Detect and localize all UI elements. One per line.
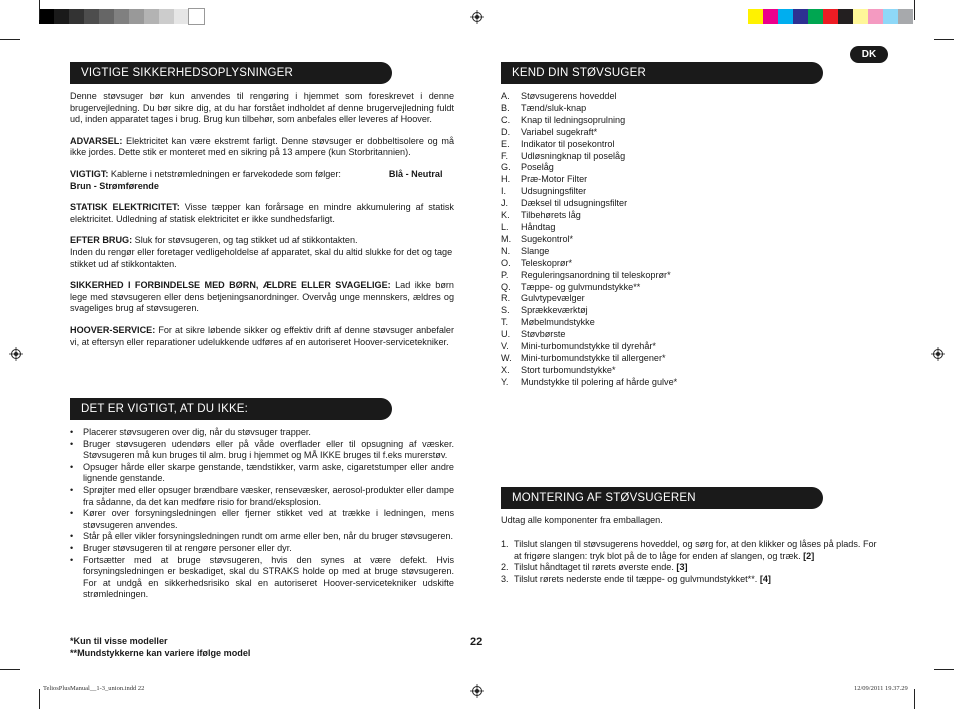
part-label: Teleskoprør*	[521, 257, 573, 268]
color-swatch	[838, 9, 853, 24]
bullet-text: Placerer støvsugeren over dig, når du støvsuger trapper.	[83, 427, 311, 437]
color-swatch	[823, 9, 838, 24]
crop-mark	[934, 39, 954, 40]
part-label: Tæppe- og gulvmundstykke**	[521, 281, 641, 292]
warning-text: Elektricitet kan være ekstremt farligt. Denne støvsuger er dobbeltisolere og må ikke jordes. Dette stik er monteret med en sikring på 13 ampere (kun Storbritannien).	[70, 135, 454, 158]
service-label: HOOVER-SERVICE:	[70, 324, 156, 335]
bullet-text: Sprøjter med eller opsuger brændbare væsker, rensevæsker, aerosol-produkter eller dampe fra sådanne, da det kan medføre risio for brand/eksplosion.	[83, 484, 454, 507]
part-label: Præ-Motor Filter	[521, 174, 588, 185]
list-item	[70, 508, 454, 531]
part-item	[501, 162, 677, 174]
step-number: 3.	[501, 573, 509, 584]
part-item	[501, 377, 677, 389]
part-label: Tænd/sluk-knap	[521, 102, 587, 113]
after-use-text: Sluk for støvsugeren, og tag stikket ud af stikkontakten.	[132, 235, 358, 246]
children-text: Lad ikke børn lege med støvsugeren eller dens betjeningsanordninger. Overvåg unge mennskers, ældres og svageliges brug af støvsugeren.	[70, 280, 454, 314]
part-key: O.	[501, 257, 511, 268]
bullet-text: Opsuger hårde eller skarpe genstande, tændstikker, varm aske, cigaretstumper eller andre lignende genstande.	[83, 461, 454, 484]
part-label: Dæksel til udsugningsfilter	[521, 198, 628, 209]
bullet-icon: •	[70, 438, 74, 449]
part-item	[501, 258, 677, 270]
color-swatch	[898, 9, 913, 24]
part-item	[501, 198, 677, 210]
gray-swatch	[39, 9, 54, 24]
color-swatch	[868, 9, 883, 24]
intro-paragraph: Denne støvsuger bør kun anvendes til rengøring i hjemmet som foreskrevet i denne brugervejledning. Du bør sikre dig, at du har forstået indholdet af denne brugervejledning fuldt ud, inden apparatet tages i brug. Brug kun tilbehør, som anbefales eller leveres af Hoover.	[70, 91, 454, 125]
part-key: R.	[501, 293, 511, 304]
gray-swatch	[159, 9, 174, 24]
crop-mark	[39, 0, 40, 20]
registration-mark-icon	[470, 684, 484, 698]
part-key: N.	[501, 245, 511, 256]
part-label: Sugekontrol*	[521, 233, 574, 244]
part-key: I.	[501, 186, 507, 197]
assembly-step	[501, 574, 885, 586]
part-key: P.	[501, 269, 509, 280]
part-key: G.	[501, 162, 511, 173]
assembly-step	[501, 562, 885, 574]
service-paragraph	[70, 325, 454, 348]
brown-live: Brun - Strømførende	[70, 180, 159, 191]
part-label: Sprækkeværktøj	[521, 305, 588, 316]
crop-mark	[914, 0, 915, 20]
crop-mark	[934, 669, 954, 670]
after-use-label: EFTER BRUG:	[70, 235, 133, 246]
list-item	[70, 543, 454, 555]
part-item	[501, 246, 677, 258]
part-key: B.	[501, 102, 510, 113]
part-label: Gulvtypevælger	[521, 293, 585, 304]
part-label: Poselåg	[521, 162, 554, 173]
warning-paragraph	[70, 136, 454, 159]
part-item	[501, 305, 677, 317]
list-item	[70, 485, 454, 508]
part-label: Knap til ledningsoprulning	[521, 114, 626, 125]
part-label: Mini-turbomundstykke til dyrehår*	[521, 341, 656, 352]
gray-swatch	[189, 9, 204, 24]
crop-mark	[914, 689, 915, 709]
registration-mark-icon	[470, 10, 484, 24]
part-key: J.	[501, 198, 509, 209]
color-swatch	[808, 9, 823, 24]
do-not-heading: DET ER VIGTIGT, AT DU IKKE:	[70, 398, 392, 420]
crop-mark	[0, 39, 20, 40]
gray-swatch	[144, 9, 159, 24]
important-paragraph	[70, 169, 454, 192]
part-key: E.	[501, 138, 510, 149]
bullet-icon: •	[70, 531, 74, 542]
part-item	[501, 234, 677, 246]
page-number: 22	[470, 636, 483, 648]
color-swatch	[778, 9, 793, 24]
assembly-intro: Udtag alle komponenter fra emballagen.	[501, 515, 663, 525]
part-item	[501, 282, 677, 294]
step-figure-ref: [3]	[676, 562, 688, 573]
part-item	[501, 186, 677, 198]
know-heading: KEND DIN STØVSUGER	[501, 62, 823, 84]
bullet-text: Kører over forsyningsledningen eller fjerner stikket ved at trække i ledningen, mens støvsugeren anvendes.	[83, 508, 454, 530]
important-label: VIGTIGT:	[70, 168, 109, 179]
safety-heading: VIGTIGE SIKKERHEDSOPLYSNINGER	[70, 62, 392, 84]
bullet-text: Bruger støvsugeren udendørs eller på våde overflader eller til opsugning af væsker. Støvsugeren må kun bruges til alm. brug i hjemmet og MÅ IKKE bruges til f.eks murerstøv.	[83, 438, 454, 461]
part-item	[501, 270, 677, 282]
list-item	[70, 531, 454, 543]
gray-swatch	[99, 9, 114, 24]
part-key: W.	[501, 352, 512, 363]
bullet-icon: •	[70, 484, 74, 495]
part-label: Udløsningknap til poselåg	[521, 150, 626, 161]
list-item	[70, 555, 454, 601]
part-key: L.	[501, 221, 509, 232]
footnotes	[70, 636, 250, 659]
color-swatch	[853, 9, 868, 24]
part-key: V.	[501, 341, 509, 352]
part-item	[501, 293, 677, 305]
part-item	[501, 365, 677, 377]
part-key: U.	[501, 329, 511, 340]
bullet-icon: •	[70, 427, 74, 437]
assembly-heading: MONTERING AF STØVSUGEREN	[501, 487, 823, 509]
part-label: Stort turbomundstykke*	[521, 364, 616, 375]
bullet-text: Står på eller vikler forsyningsledningen rundt om arme eller ben, når du bruger støvsugeren.	[83, 531, 454, 542]
gray-swatch	[174, 9, 189, 24]
warning-label: ADVARSEL:	[70, 135, 123, 146]
static-text: Visse tæpper kan forårsage en mindre akkumulering af statisk elektricitet. Udledning af statisk elektricitet er ikke sundhedsfarligt.	[70, 202, 454, 224]
gray-swatch	[84, 9, 99, 24]
part-key: Y.	[501, 376, 509, 387]
footnote-models: *Kun til visse modeller	[70, 636, 168, 646]
part-item	[501, 91, 677, 103]
part-label: Mini-turbomundstykke til allergener*	[521, 352, 666, 363]
gray-swatch	[114, 9, 129, 24]
gray-swatch	[54, 9, 69, 24]
part-item	[501, 151, 677, 163]
blue-neutral: Blå - Neutral	[388, 168, 443, 179]
registration-mark-icon	[931, 347, 945, 361]
part-item	[501, 353, 677, 365]
registration-mark-icon	[9, 347, 23, 361]
crop-mark	[39, 689, 40, 709]
bullet-icon: •	[70, 508, 74, 519]
part-key: K.	[501, 210, 510, 221]
bullet-text: Bruger støvsugeren til at rengøre personer eller dyr.	[83, 542, 292, 553]
part-item	[501, 317, 677, 329]
part-label: Tilbehørets låg	[521, 210, 581, 221]
part-key: A.	[501, 91, 510, 101]
part-label: Slange	[521, 245, 550, 256]
parts-list	[501, 91, 677, 389]
part-key: H.	[501, 174, 511, 185]
step-text: Tilslut slangen til støvsugerens hoveddel, og sørg for, at den klikker og låses på plads. For at frigøre slangen: tryk blot på de to låge for enden af slangen, og træk.	[514, 539, 877, 561]
safety-text-block	[70, 91, 454, 358]
color-swatch	[883, 9, 898, 24]
part-item	[501, 115, 677, 127]
after-use-paragraph	[70, 235, 454, 270]
part-label: Mundstykke til polering af hårde gulve*	[521, 376, 678, 387]
part-item	[501, 103, 677, 115]
part-key: M.	[501, 233, 512, 244]
language-badge: DK	[850, 46, 888, 63]
part-label: Møbelmundstykke	[521, 317, 595, 328]
part-item	[501, 139, 677, 151]
assembly-steps	[501, 539, 885, 585]
part-item	[501, 222, 677, 234]
part-label: Støvbørste	[521, 329, 566, 340]
cmyk-color-bar	[748, 9, 913, 24]
bullet-icon: •	[70, 554, 74, 565]
bullet-icon: •	[70, 542, 74, 553]
part-item	[501, 127, 677, 139]
gray-swatch	[129, 9, 144, 24]
part-item	[501, 210, 677, 222]
list-item	[70, 439, 454, 462]
step-figure-ref: [2]	[803, 550, 815, 561]
part-key: Q.	[501, 281, 511, 292]
list-item	[70, 462, 454, 485]
part-key: X.	[501, 364, 510, 375]
step-number: 2.	[501, 562, 509, 573]
part-key: C.	[501, 114, 511, 125]
part-label: Reguleringsanordning til teleskoprør*	[521, 269, 671, 280]
part-label: Støvsugerens hoveddel	[521, 91, 617, 101]
static-paragraph	[70, 202, 454, 225]
do-not-list	[70, 427, 454, 601]
step-figure-ref: [4]	[759, 573, 771, 584]
file-slug: TeliosPlusManual__1-3_union.indd 22	[43, 685, 145, 692]
footnote-nozzles: **Mundstykkerne kan variere ifølge model	[70, 647, 251, 658]
part-label: Udsugningsfilter	[521, 186, 587, 197]
bullet-icon: •	[70, 461, 74, 472]
color-swatch	[748, 9, 763, 24]
children-paragraph	[70, 280, 454, 315]
part-label: Indikator til posekontrol	[521, 138, 615, 149]
part-key: S.	[501, 305, 510, 316]
part-key: F.	[501, 150, 509, 161]
part-item	[501, 329, 677, 341]
step-number: 1.	[501, 539, 509, 549]
assembly-step	[501, 539, 885, 562]
bullet-text: Fortsætter med at bruge støvsugeren, hvis den synes at være defekt. Hvis forsyningsledningen er beskadiget, skal du STRAKS holde op med at bruge støvsugeren. For at undgå en sikkerhedsrisiko skal en autoriseret Hoover-servicetekniker udskifte strømledningen.	[83, 554, 454, 600]
important-text: Kablerne i netstrømledningen er farvekodede som følger:	[108, 168, 341, 179]
part-item	[501, 341, 677, 353]
part-item	[501, 174, 677, 186]
service-text: For at sikre løbende sikker og effektiv drift af denne støvsuger anbefaler vi, at eftersyn eller reparationer udelukkende udføres af en autoriseret Hoover-servicetekniker.	[70, 324, 454, 347]
color-swatch	[793, 9, 808, 24]
crop-mark	[0, 669, 20, 670]
color-swatch	[763, 9, 778, 24]
grayscale-color-bar	[39, 9, 204, 24]
part-label: Håndtag	[521, 221, 556, 232]
date-slug: 12/09/2011 19.37.29	[854, 685, 908, 692]
part-key: D.	[501, 126, 511, 137]
children-label: SIKKERHED I FORBINDELSE MED BØRN, ÆLDRE ELLER SVAGELIGE:	[70, 280, 391, 291]
list-item	[70, 427, 454, 439]
step-text: Tilslut håndtaget til rørets øverste ende.	[514, 562, 677, 573]
after-use-text-2: Inden du rengør eller foretager vedligeholdelse af apparatet, skal du altid slukke for det og tage stikket ud af stikkontakten.	[70, 246, 453, 269]
part-key: T.	[501, 317, 509, 328]
gray-swatch	[69, 9, 84, 24]
static-label: STATISK ELEKTRICITET:	[70, 202, 180, 213]
part-label: Variabel sugekraft*	[521, 126, 598, 137]
step-text: Tilslut rørets nederste ende til tæppe- og gulvmundstykket**.	[514, 573, 760, 584]
